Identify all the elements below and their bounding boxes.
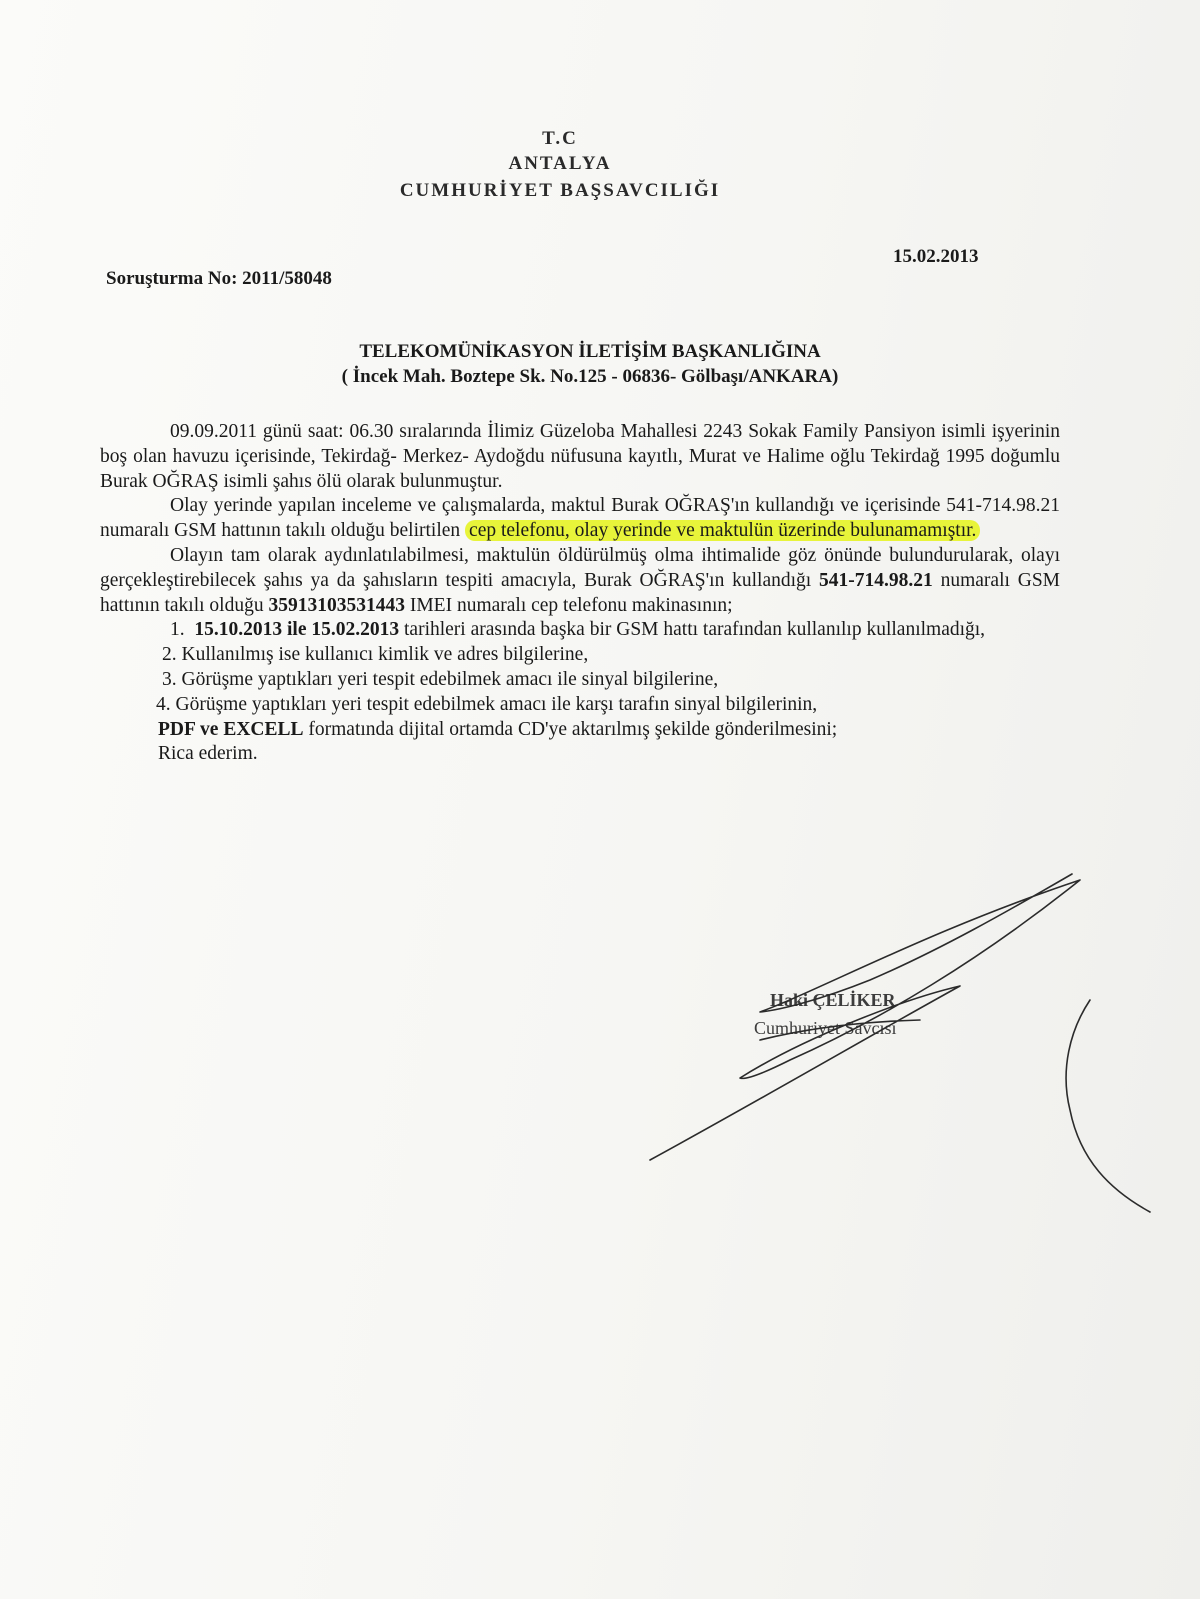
recipient-address: ( İncek Mah. Boztepe Sk. No.125 - 06836- Gölbaşı/ANKARA) (341, 366, 839, 387)
recipient-title: TELEKOMÜNİKASYON İLETİŞİM BAŞKANLIĞINA (359, 341, 821, 362)
signatory-title: Cumhuriyet Savcısı (754, 1018, 897, 1038)
list-item-1-text: tarihleri arasında başka bir GSM hattı tarafından kullanılıp kullanılmadığı, (399, 619, 986, 641)
list-item-2: 2. Kullanılmış ise kullanıcı kimlik ve adres bilgilerine, (162, 644, 589, 666)
findings-text: Olay yerinde yapılan inceleme ve çalışmalarda, maktul Burak OĞRAŞ'ın kullandığı ve içerisinde 541-714.98.21 numaralı GSM hattının takılı olduğu belirtilen (100, 495, 1060, 542)
format-bold: PDF ve EXCELL (158, 718, 304, 740)
paragraph-findings (100, 494, 1060, 544)
letter-body (100, 420, 1060, 767)
date-range-end: 15.02.2013 (311, 619, 400, 641)
format-text: formatında dijital ortamda CD'ye aktarılmış şekilde gönderilmesini; (303, 718, 838, 740)
date-range-and: ile (287, 619, 307, 641)
signature-block (752, 986, 982, 1042)
header-republic: T.C (542, 128, 578, 149)
paragraph-incident: 09.09.2011 günü saat: 06.30 sıralarında İlimiz Güzeloba Mahallesi 2243 Sokak Family Pansiyon isimli işyerinin boş olan havuzu içerisinde, Tekirdağ- Merkez- Aydoğdu nüfusuna kayıtlı, Murat ve Halime oğlu Tekirdağ 1995 doğumlu Burak OĞRAŞ isimli şahıs ölü olarak bulunmuştur. (100, 421, 1060, 492)
request-text: Olayın tam olarak aydınlatılabilmesi, maktulün öldürülmüş olma ihtimalide göz önünde bulundurularak, olayı gerçekleştirebilecek şahıs ya da şahısların tespiti amacıyla, Burak OĞRAŞ'ın kullandığı (100, 544, 1060, 591)
list-item-4: 4. Görüşme yaptıkları yeri tespit edebilmek amacı ile karşı tarafın sinyal bilgilerinin, (156, 693, 818, 715)
date-range-start: 15.10.2013 (194, 619, 283, 641)
closing-line: Rica ederim. (158, 743, 258, 765)
list-item-1 (100, 618, 1060, 643)
list-item-3: 3. Görüşme yaptıkları yeri tespit edebilmek amacı ile sinyal bilgilerine, (162, 668, 719, 690)
header-city: ANTALYA (508, 153, 612, 174)
paragraph-request (100, 544, 1060, 618)
document-date: 15.02.2013 (893, 246, 979, 267)
request-text-end: IMEI numaralı cep telefonu makinasının; (404, 594, 733, 616)
highlighted-text: cep telefonu, olay yerinde ve maktulün üzerinde bulunamamıştır. (465, 520, 980, 541)
imei-number: 35913103531443 (268, 594, 405, 616)
signatory-name: Haki ÇELİKER (770, 990, 896, 1010)
request-text-mid: numaralı GSM hattının takılı olduğu (100, 569, 1061, 616)
format-request (100, 718, 1060, 743)
investigation-number: Soruşturma No: 2011/58048 (106, 268, 332, 289)
header-office: CUMHURİYET BAŞSAVCILIĞI (399, 180, 721, 201)
phone-number: 541-714.98.21 (819, 569, 933, 591)
list-item-1-number: 1. (170, 619, 185, 641)
